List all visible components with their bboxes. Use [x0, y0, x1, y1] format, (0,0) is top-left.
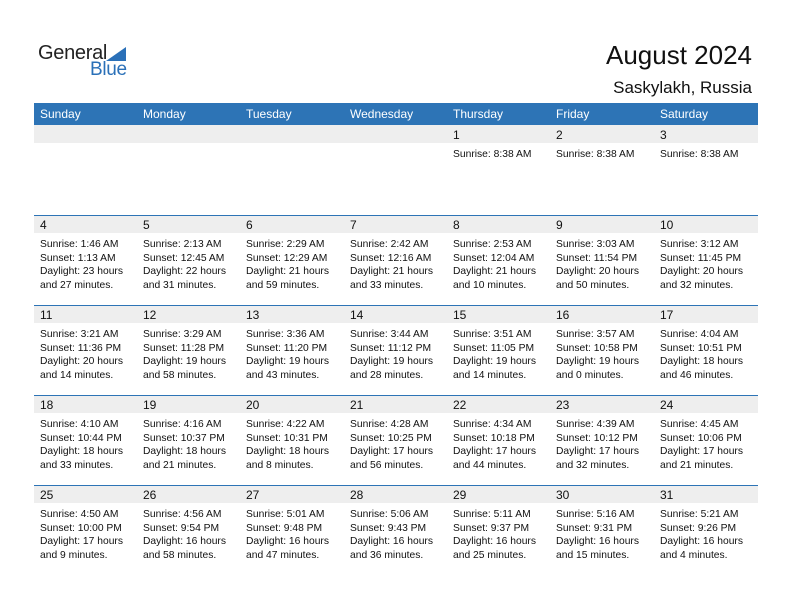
- day-cell: [447, 395, 550, 484]
- day-cell: [344, 395, 447, 484]
- day-number: 26: [143, 488, 157, 502]
- calendar-week: [34, 125, 758, 214]
- day-cell: [137, 395, 240, 484]
- day-number: 4: [40, 218, 47, 232]
- day-sun-info: Sunrise: 3:29 AM Sunset: 11:28 PM Daylight: 19 hours and 58 minutes.: [143, 329, 226, 381]
- day-cell: [137, 215, 240, 304]
- day-cell: [34, 485, 137, 574]
- day-number: 28: [350, 488, 364, 502]
- day-sun-info: Sunrise: 8:38 AM: [556, 149, 635, 160]
- day-number: 30: [556, 488, 570, 502]
- weekday-monday: Monday: [143, 107, 186, 121]
- day-cell: [550, 485, 653, 574]
- day-sun-info: Sunrise: 4:34 AM Sunset: 10:18 PM Daylight: 17 hours and 44 minutes.: [453, 419, 536, 471]
- weekday-friday: Friday: [556, 107, 590, 121]
- day-number: 17: [660, 308, 674, 322]
- day-cell: [240, 215, 343, 304]
- day-number: 1: [453, 128, 460, 142]
- day-cell: [447, 125, 550, 214]
- day-sun-info: Sunrise: 5:21 AM Sunset: 9:26 PM Daylight: 16 hours and 4 minutes.: [660, 509, 743, 561]
- day-sun-info: Sunrise: 3:36 AM Sunset: 11:20 PM Daylight: 19 hours and 43 minutes.: [246, 329, 329, 381]
- weekday-header: [34, 103, 758, 125]
- day-sun-info: Sunrise: 4:28 AM Sunset: 10:25 PM Daylight: 17 hours and 56 minutes.: [350, 419, 433, 471]
- day-cell: [344, 215, 447, 304]
- day-number: 12: [143, 308, 157, 322]
- day-cell: [137, 125, 240, 214]
- day-cell: [240, 305, 343, 394]
- calendar-week: [34, 215, 758, 304]
- day-number: 10: [660, 218, 674, 232]
- day-cell: [447, 485, 550, 574]
- day-sun-info: Sunrise: 3:51 AM Sunset: 11:05 PM Daylight: 19 hours and 14 minutes.: [453, 329, 536, 381]
- day-number: 24: [660, 398, 674, 412]
- day-number: 15: [453, 308, 467, 322]
- day-sun-info: Sunrise: 4:39 AM Sunset: 10:12 PM Daylight: 17 hours and 32 minutes.: [556, 419, 639, 471]
- day-number: 6: [246, 218, 253, 232]
- day-sun-info: Sunrise: 3:03 AM Sunset: 11:54 PM Daylight: 20 hours and 50 minutes.: [556, 239, 639, 291]
- day-cell: [240, 485, 343, 574]
- day-number: 25: [40, 488, 54, 502]
- day-cell: [550, 395, 653, 484]
- day-sun-info: Sunrise: 3:57 AM Sunset: 10:58 PM Daylight: 19 hours and 0 minutes.: [556, 329, 639, 381]
- day-cell: [654, 305, 757, 394]
- page-title: August 2024: [605, 40, 752, 70]
- day-cell: [447, 215, 550, 304]
- logo: [38, 42, 138, 82]
- weekday-sunday: Sunday: [40, 107, 81, 121]
- day-number: 29: [453, 488, 467, 502]
- weekday-wednesday: Wednesday: [350, 107, 414, 121]
- day-sun-info: Sunrise: 2:29 AM Sunset: 12:29 AM Daylight: 21 hours and 59 minutes.: [246, 239, 329, 291]
- weekday-tuesday: Tuesday: [246, 107, 292, 121]
- day-number: 22: [453, 398, 467, 412]
- day-sun-info: Sunrise: 3:21 AM Sunset: 11:36 PM Daylight: 20 hours and 14 minutes.: [40, 329, 123, 381]
- day-cell: [240, 395, 343, 484]
- day-sun-info: Sunrise: 3:12 AM Sunset: 11:45 PM Daylight: 20 hours and 32 minutes.: [660, 239, 743, 291]
- day-cell: [654, 215, 757, 304]
- day-number: 5: [143, 218, 150, 232]
- day-cell: [34, 215, 137, 304]
- day-sun-info: Sunrise: 4:22 AM Sunset: 10:31 PM Daylight: 18 hours and 8 minutes.: [246, 419, 329, 471]
- weekday-thursday: Thursday: [453, 107, 504, 121]
- day-cell: [654, 395, 757, 484]
- day-number: 14: [350, 308, 364, 322]
- logo-word-blue: Blue: [90, 59, 127, 80]
- logo-word-general: General: [38, 42, 108, 64]
- day-sun-info: Sunrise: 2:13 AM Sunset: 12:45 AM Daylight: 22 hours and 31 minutes.: [143, 239, 226, 291]
- day-sun-info: Sunrise: 8:38 AM: [453, 149, 532, 160]
- day-sun-info: Sunrise: 1:46 AM Sunset: 1:13 AM Daylight: 23 hours and 27 minutes.: [40, 239, 123, 291]
- day-cell: [137, 305, 240, 394]
- day-cell: [344, 305, 447, 394]
- day-sun-info: Sunrise: 2:42 AM Sunset: 12:16 AM Daylight: 21 hours and 33 minutes.: [350, 239, 433, 291]
- day-number: 20: [246, 398, 260, 412]
- day-sun-info: Sunrise: 4:10 AM Sunset: 10:44 PM Daylight: 18 hours and 33 minutes.: [40, 419, 123, 471]
- calendar-week: [34, 395, 758, 484]
- day-sun-info: Sunrise: 4:45 AM Sunset: 10:06 PM Daylight: 17 hours and 21 minutes.: [660, 419, 743, 471]
- day-cell: [344, 485, 447, 574]
- day-cell: [654, 485, 757, 574]
- day-cell: [34, 395, 137, 484]
- day-cell: [550, 125, 653, 214]
- weekday-saturday: Saturday: [660, 107, 709, 121]
- day-sun-info: Sunrise: 4:04 AM Sunset: 10:51 PM Daylight: 18 hours and 46 minutes.: [660, 329, 743, 381]
- day-cell: [654, 125, 757, 214]
- day-cell: [447, 305, 550, 394]
- calendar-week: [34, 305, 758, 394]
- day-number: 13: [246, 308, 260, 322]
- day-number: 7: [350, 218, 357, 232]
- day-sun-info: Sunrise: 2:53 AM Sunset: 12:04 AM Daylight: 21 hours and 10 minutes.: [453, 239, 536, 291]
- location-subtitle: Saskylakh, Russia: [613, 78, 752, 97]
- day-number: 8: [453, 218, 460, 232]
- day-sun-info: Sunrise: 4:16 AM Sunset: 10:37 PM Daylight: 18 hours and 21 minutes.: [143, 419, 226, 471]
- day-sun-info: Sunrise: 4:56 AM Sunset: 9:54 PM Daylight: 16 hours and 58 minutes.: [143, 509, 226, 561]
- day-cell: [137, 485, 240, 574]
- day-number: 16: [556, 308, 570, 322]
- day-number: 23: [556, 398, 570, 412]
- day-cell: [550, 305, 653, 394]
- day-sun-info: Sunrise: 5:16 AM Sunset: 9:31 PM Daylight: 16 hours and 15 minutes.: [556, 509, 639, 561]
- day-number: 3: [660, 128, 667, 142]
- day-sun-info: Sunrise: 4:50 AM Sunset: 10:00 PM Daylight: 17 hours and 9 minutes.: [40, 509, 123, 561]
- day-number: 31: [660, 488, 674, 502]
- day-sun-info: Sunrise: 5:01 AM Sunset: 9:48 PM Daylight: 16 hours and 47 minutes.: [246, 509, 329, 561]
- day-cell: [34, 305, 137, 394]
- day-number: 18: [40, 398, 54, 412]
- day-cell: [34, 125, 137, 214]
- day-number: 2: [556, 128, 563, 142]
- day-cell: [240, 125, 343, 214]
- day-cell: [344, 125, 447, 214]
- day-sun-info: Sunrise: 3:44 AM Sunset: 11:12 PM Daylight: 19 hours and 28 minutes.: [350, 329, 433, 381]
- day-sun-info: Sunrise: 5:11 AM Sunset: 9:37 PM Daylight: 16 hours and 25 minutes.: [453, 509, 536, 561]
- day-sun-info: Sunrise: 5:06 AM Sunset: 9:43 PM Daylight: 16 hours and 36 minutes.: [350, 509, 433, 561]
- day-sun-info: Sunrise: 8:38 AM: [660, 149, 739, 160]
- day-number: 9: [556, 218, 563, 232]
- day-number: 27: [246, 488, 260, 502]
- day-number: 11: [40, 308, 53, 322]
- day-cell: [550, 215, 653, 304]
- day-number: 19: [143, 398, 157, 412]
- day-number: 21: [350, 398, 364, 412]
- calendar-week: [34, 485, 758, 574]
